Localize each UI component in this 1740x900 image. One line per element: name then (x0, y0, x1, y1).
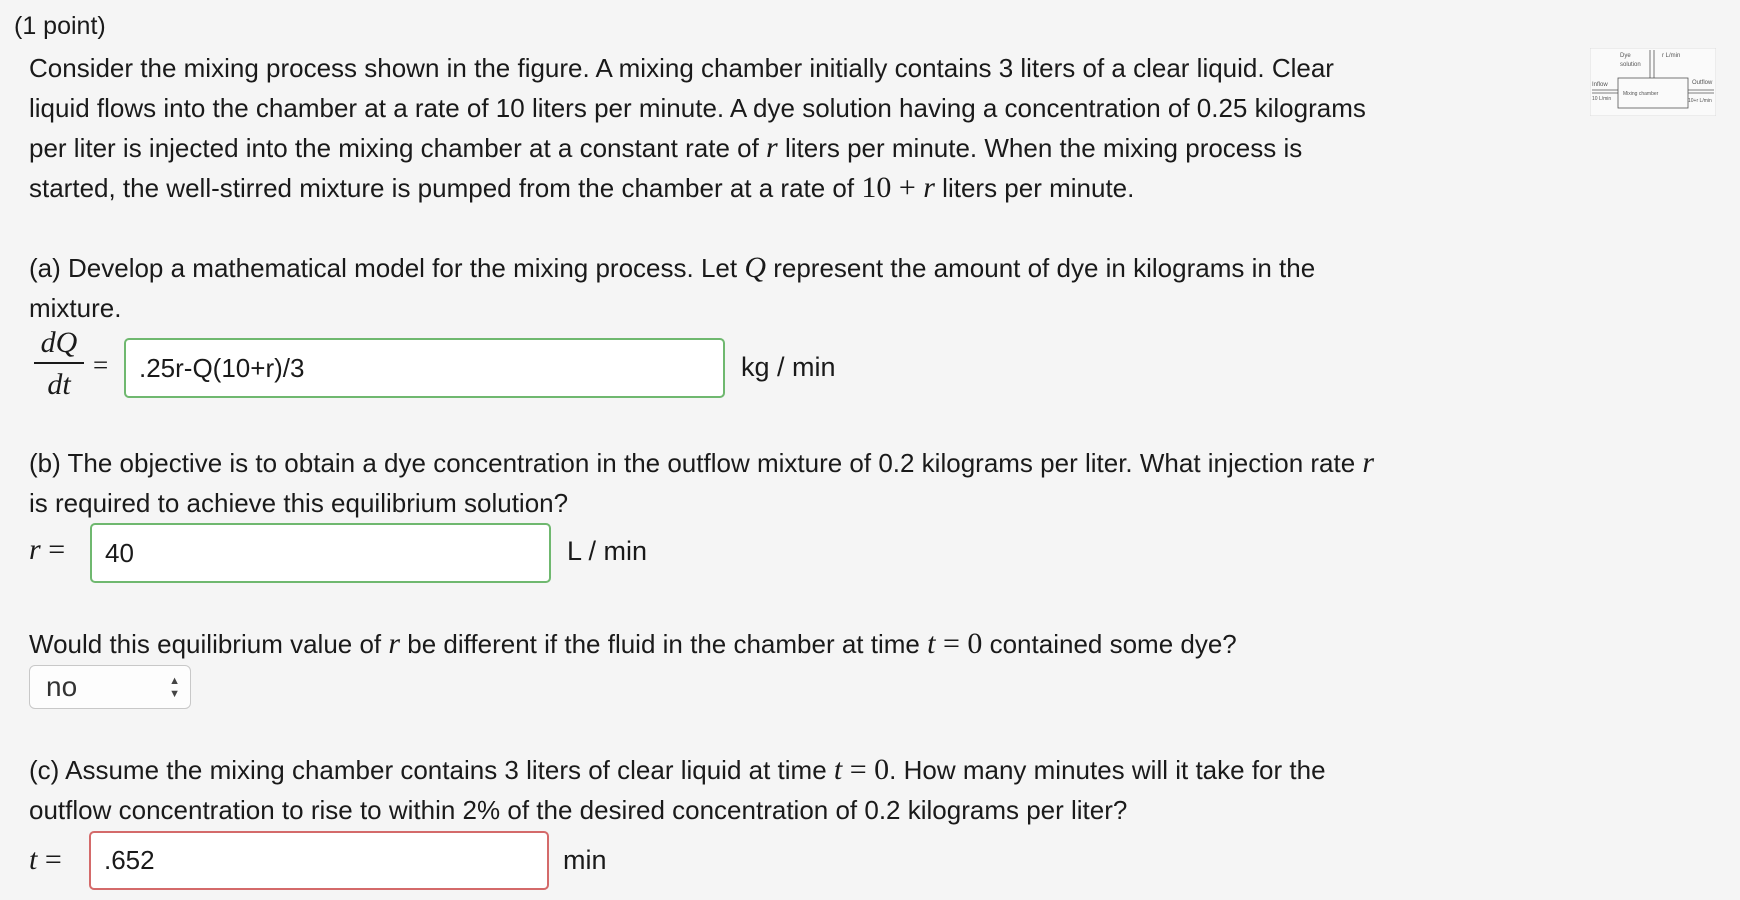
answer-c-input[interactable]: .652 (89, 831, 549, 890)
figure-rate-label: r L/min (1662, 53, 1681, 59)
units-b: L / min (567, 536, 648, 566)
figure-dye-label: Dye (1620, 53, 1631, 59)
r-label: r = (29, 533, 66, 566)
select-arrows-icon: ▲ ▼ (169, 675, 180, 700)
mixing-chamber-figure[interactable] (1590, 48, 1716, 116)
dye-answer-select[interactable] (29, 665, 191, 709)
intro-line-4: started, the well-stirred mixture is pumped from the chamber at a rate of 10 + r liters per minute. (29, 171, 1135, 204)
points-label: (1 point) (14, 12, 106, 40)
dye-question: Would this equilibrium value of r be different if the fluid in the chamber at time t = 0 contained some dye? (29, 627, 1237, 660)
units-a: kg / min (741, 352, 836, 382)
equals-sign: = (93, 350, 109, 380)
figure-outflow-label: Outflow (1692, 80, 1713, 86)
figure-inflow-rate: 10 L/min (1592, 96, 1612, 102)
intro-line-2: liquid flows into the chamber at a rate of 10 liters per minute. A dye solution having a concentration of 0.25 kilograms (29, 93, 1366, 123)
part-a-line-1: (a) Develop a mathematical model for the mixing process. Let Q represent the amount of dye in kilograms in the (29, 251, 1316, 284)
fraction-bar (34, 362, 84, 364)
answer-a-input[interactable]: .25r-Q(10+r)/3 (124, 338, 725, 398)
figure-chamber-label: Mixing chamber (1623, 91, 1659, 97)
intro-line-3: per liter is injected into the mixing chamber at a constant rate of r liters per minute. When the mixing process is (29, 131, 1303, 164)
figure-outflow-rate: 10+r L/min (1688, 98, 1712, 104)
part-c-line-1: (c) Assume the mixing chamber contains 3 liters of clear liquid at time t = 0. How many minutes will it take for the (29, 753, 1326, 786)
figure-solution-label: solution (1620, 62, 1641, 68)
intro-line-1: Consider the mixing process shown in the figure. A mixing chamber initially contains 3 liters of a clear liquid. Clear (29, 53, 1334, 83)
part-c-line-2: outflow concentration to rise to within 2% of the desired concentration of 0.2 kilograms per liter? (29, 795, 1128, 825)
part-a-line-2: mixture. (29, 293, 122, 323)
part-b-line-1: (b) The objective is to obtain a dye concentration in the outflow mixture of 0.2 kilograms per liter. What injection rate r (29, 446, 1375, 479)
fraction-numerator: dQ (40, 326, 78, 359)
units-c: min (563, 845, 607, 875)
part-b-line-2: is required to achieve this equilibrium solution? (29, 488, 569, 518)
answer-b-input[interactable]: 40 (90, 523, 551, 583)
t-label: t = (29, 843, 62, 876)
figure-inflow-label: Inflow (1592, 82, 1608, 88)
fraction-denominator: dt (47, 368, 71, 401)
dq-dt-fraction (34, 326, 84, 402)
select-value: no (46, 671, 78, 702)
